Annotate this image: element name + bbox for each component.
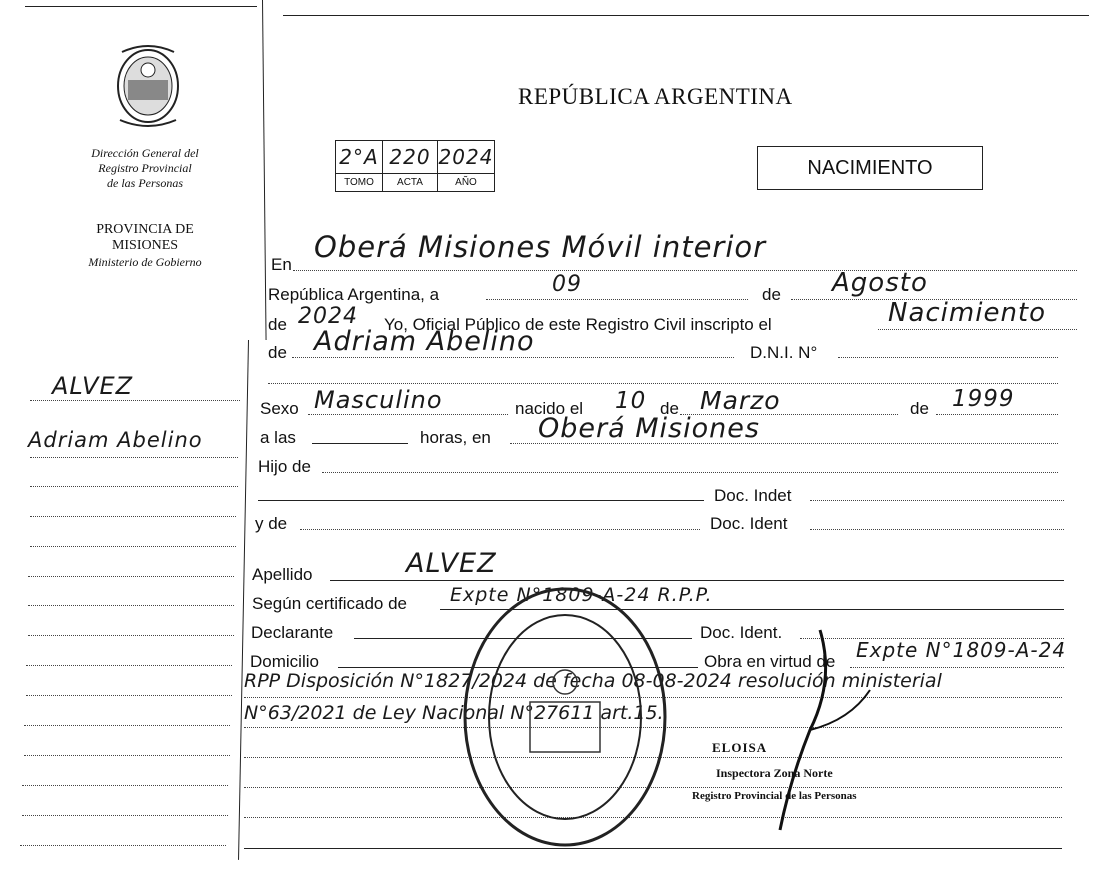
doc-type-label: NACIMIENTO (807, 156, 933, 179)
line-obra (850, 667, 1064, 668)
dni-label: D.N.I. N° (750, 343, 818, 362)
republica-label: República Argentina, a (268, 285, 440, 304)
year-hand: 2024 (298, 304, 358, 329)
birth-place-hand: Oberá Misiones (538, 413, 760, 444)
line-sexo (308, 414, 508, 415)
alas-label: a las (260, 428, 296, 447)
month-hand: Agosto (832, 268, 928, 298)
birth-year-hand: 1999 (952, 386, 1015, 412)
province-line-1: PROVINCIA DE (96, 222, 194, 237)
office-line-1: Dirección General del (91, 146, 199, 160)
signature-title: Inspectora Zona Norte (716, 766, 833, 780)
tomo-label: TOMO (344, 176, 374, 188)
person-hand: Adriam Abelino (314, 326, 535, 357)
left-panel-divider-lower (238, 340, 249, 860)
left-line-7 (28, 605, 234, 606)
official-stamp (460, 582, 670, 852)
sexo-label: Sexo (260, 399, 299, 418)
de1-label: de (762, 285, 781, 304)
birth-day-hand: 10 (615, 388, 647, 414)
line-hijo (322, 472, 1058, 473)
line-day (486, 299, 748, 300)
horas-label: horas, en (420, 428, 491, 447)
line-blank-1 (268, 383, 1058, 384)
hijo-label: Hijo de (258, 457, 311, 476)
line-acto (878, 329, 1077, 330)
line-doc-indet (810, 500, 1064, 501)
line-doc-ident-1 (810, 529, 1064, 530)
left-line-1 (30, 400, 240, 401)
left-line-11 (24, 725, 230, 726)
apellido-hand: ALVEZ (406, 548, 497, 579)
de4-label: de (660, 399, 679, 418)
sexo-hand: Masculino (314, 386, 443, 414)
provincial-seal (108, 40, 188, 130)
tomo-cell (336, 141, 383, 191)
line-birth-year (936, 414, 1058, 415)
note-line-1: RPP Disposición N°1827/2024 de fecha 08-08-2024 resolución ministerial (244, 670, 942, 692)
obra-hand: Expte N°1809-A-24 (856, 638, 1067, 662)
anio-cell (438, 141, 494, 191)
doc-indet-label: Doc. Indet (714, 486, 792, 505)
signature-name: ELOISA (712, 740, 768, 755)
birth-month-hand: Marzo (700, 386, 781, 415)
province-line-2: MISIONES (111, 238, 179, 253)
tomo-value: 2°A (336, 141, 382, 174)
acta-label: ACTA (397, 176, 423, 188)
de3-label: de (268, 343, 287, 362)
nacido-label: nacido el (515, 399, 584, 418)
left-panel-divider (262, 0, 267, 340)
left-line-13 (22, 785, 228, 786)
en-label: En (271, 255, 292, 274)
doc-type-box (757, 146, 983, 190)
acto-hand: Nacimiento (888, 298, 1047, 328)
left-line-14 (22, 815, 228, 816)
office-line-2: Registro Provincial (98, 161, 192, 175)
left-line-12 (24, 755, 230, 756)
apellido-label: Apellido (252, 565, 313, 584)
de5-label: de (910, 399, 929, 418)
obra-label: Obra en virtud de (704, 652, 836, 671)
day-hand: 09 (552, 272, 582, 297)
office-line-3: de las Personas (107, 176, 183, 190)
left-line-15 (20, 845, 226, 846)
segun-label: Según certificado de (252, 594, 407, 613)
declarante-label: Declarante (251, 623, 334, 642)
yo-label: Yo, Oficial Público de este Registro Civil inscripto el (384, 315, 772, 334)
office-name (40, 146, 250, 191)
line-birth-place (510, 443, 1058, 444)
domicilio-label: Domicilio (250, 652, 319, 671)
line-hora (312, 443, 408, 444)
left-line-5 (30, 546, 236, 547)
place-hand: Oberá Misiones Móvil interior (314, 230, 767, 264)
line-dni (838, 357, 1058, 358)
left-line-2 (30, 457, 238, 458)
left-name-hand: Adriam Abelino (28, 428, 203, 452)
province-name (40, 222, 250, 270)
line-yde (300, 529, 700, 530)
segun-hand: Expte N°1809-A-24 R.P.P. (450, 584, 713, 606)
anio-label: AÑO (455, 176, 477, 188)
line-en (293, 270, 1077, 271)
line-apellido (330, 580, 1064, 581)
left-line-8 (28, 635, 234, 636)
anio-value: 2024 (438, 141, 494, 174)
left-line-4 (30, 516, 236, 517)
acta-cell (383, 141, 438, 191)
country-title: REPÚBLICA ARGENTINA (518, 84, 793, 109)
doc-ident-label-1: Doc. Ident (710, 514, 788, 533)
signature-office: Registro Provincial de las Personas (692, 790, 857, 802)
tomo-acta-anio-box (335, 140, 495, 192)
left-surname-hand: ALVEZ (52, 372, 134, 400)
signature-scribble (760, 620, 880, 840)
de2-label: de (268, 315, 287, 334)
left-line-6 (28, 576, 234, 577)
line-person (292, 357, 734, 358)
top-rule-left (25, 6, 257, 7)
top-rule-right (283, 15, 1089, 16)
yde-label: y de (255, 514, 288, 533)
left-line-3 (30, 486, 238, 487)
doc-ident-label-2: Doc. Ident. (700, 623, 783, 642)
left-line-10 (26, 695, 232, 696)
line-parent1 (258, 500, 704, 501)
ministry-line: Ministerio de Gobierno (88, 255, 202, 269)
left-line-9 (26, 665, 232, 666)
note-line-2: N°63/2021 de Ley Nacional N°27611 art.15. (244, 702, 664, 724)
acta-value: 220 (383, 141, 437, 174)
